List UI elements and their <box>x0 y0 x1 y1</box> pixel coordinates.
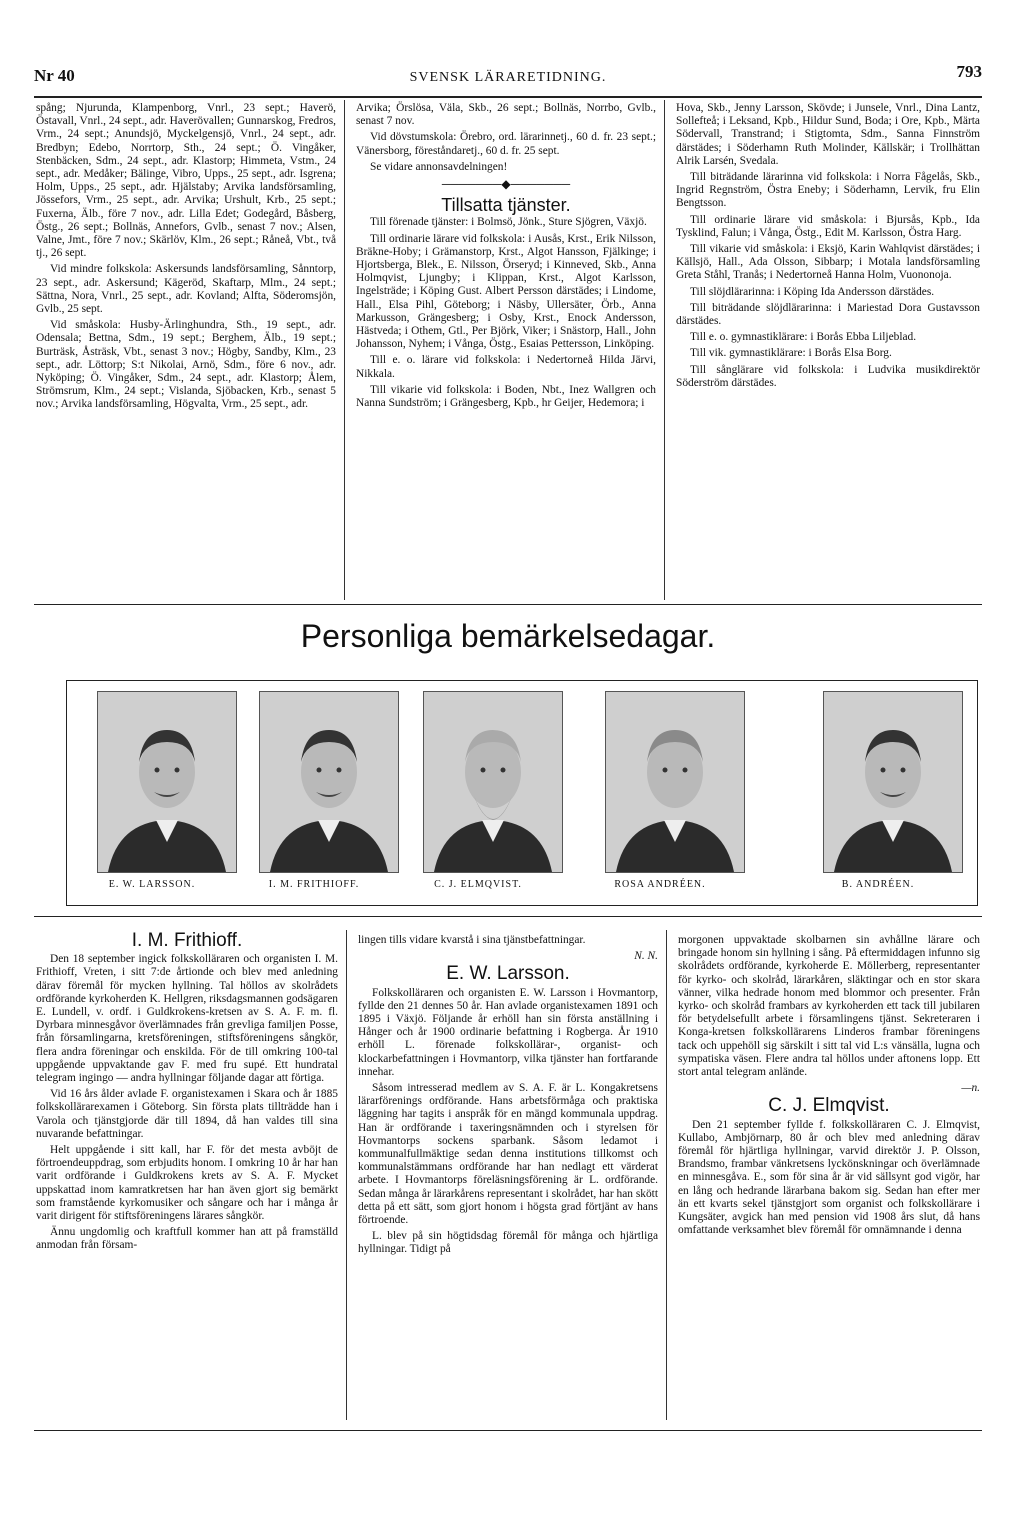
paragraph: Till biträdande slöjdlärarinna: i Mariestad Dora Gustavsson därstädes. <box>676 301 980 328</box>
article-title: E. W. Larsson. <box>446 963 570 985</box>
section-rule <box>34 604 982 605</box>
paragraph: Till e. o. gymnastiklärare: i Borås Ebba Liljeblad. <box>690 331 917 344</box>
paragraph: Såsom intresserad medlem av S. A. F. är L. Kongakretsens lärarförenings ordförande. Hans arbetsförmåga och praktiska läggning har tagits i anspråk för en mängd kommunala uppdrag. Han är ordförande i taxeringsnämnden och i styrelsen för Hovmantorps sockens sparbank. Såsom ledamot i kommunalfullmäktige sedan denna institutions tillkomst och kommunalstämmans ordförande har han nedlagt ett värderat arbete. I Hovmantorps föreläsningsförening är L. ordförande. Sedan många år lärarkårens representant i skolrådet, har han skött detta på ett sätt, som gjort honom i högsta grad förtjänt av hans förtroende. <box>358 1082 658 1227</box>
section-heading: Tillsatta tjänster. <box>441 195 571 216</box>
paragraph: Den 18 september ingick folkskolläraren och organisten I. M. Frithioff, Vreten, i sitt 7:de årtionde och blev med anledning därav föremål för mycken hyllning. Tal höllos av skolrådets ordförande kyrkoherden K. Hellgren, riksdagsmannen godsägaren E. Lundell, v. ordf. i Guldkrokens-kretsen av S. A. F. m. fl. Dyrbara minnesgåvor överlämnades från grevliga familjen Posse, från församlingarna, kretsföreningen, stiftsföreningens sångkör, flera andra föreningar och enskilda. För de till omkring 100-tal uppgående uppvaktande gav F. med fru supé. Ett hundratal telegram ingingo — andra hyllningar följande dagar att förtiga. <box>36 953 338 1085</box>
paragraph: Till ordinarie lärare vid småskola: i Bjursås, Kpb., Ida Tysklind, Falun; i Vånga, Östg., Edit M. Karlsson, Östra Harg. <box>676 213 980 239</box>
paragraph: Ännu ungdomlig och kraftfull kommer han att på framställd anmodan från försam- <box>36 1226 338 1252</box>
article-title: C. J. Elmqvist. <box>768 1095 890 1117</box>
column-divider <box>664 100 665 600</box>
section-rule <box>34 916 982 917</box>
signature: N. N. <box>634 950 658 963</box>
paragraph: Hova, Skb., Jenny Larsson, Skövde; i Junsele, Vnrl., Dina Lantz, Sollefteå; i Leksand, Kpb., Hildur Sund, Boda; i Ore, Kpb., Märta Södervall, Transtrand; i Stigtomta, Sdm., Sanna Finnström därstädes; i Söderhamn Ruth Molinder, Källskär; i Trollhättan Alrik Larsén, Svedala. <box>676 102 980 167</box>
portrait-gallery <box>66 680 978 906</box>
section-title: Personliga bemärkelsedagar. <box>300 618 716 654</box>
portrait-caption: E. W. LARSSON. <box>108 879 196 890</box>
paragraph: Till vik. gymnastiklärare: i Borås Elsa Borg. <box>690 347 892 360</box>
portrait-photo <box>97 691 237 873</box>
column-divider <box>666 930 667 1420</box>
paragraph: Till vikarie vid småskola: i Eksjö, Karin Wahlqvist därstädes; i Källsjö, Hall., Ada Olsson, Sibbarp; i Motala landsförsamling Greta Ståhl, Tranås; i Nedertorneå Hanna Holm, Vuononoja. <box>676 243 980 282</box>
portrait-caption: I. M. FRITHIOFF. <box>268 879 360 890</box>
lower-column-3 <box>678 934 980 1240</box>
paragraph: Vid småskola: Husby-Ärlinghundra, Sth., 19 sept., adr. Odensala; Bettna, Sdm., 19 sept.; Berghem, Älb., 19 sept.; Burträsk, Åsträsk, Vbt., senast 3 nov.; Högby, Sandby, Klm., 23 sept., adr. Löttorp; S:t Nikolai, Arnö, Sdm., före 6 nov., adr. Nyköping; Ö. Vingåker, Sdm., 24 sept., adr. Klastorp; Ålem, Strömsrum, Klm., 24 sept.; Vislanda, Sjöbacken, Krb., senast 5 nov.; Arvika landsförsamling, Högvalta, Vrm., 25 sept., adr. <box>36 319 336 411</box>
paragraph: Till ordinarie lärare vid folkskola: i Ausås, Krst., Erik Nilsson, Bräkne-Hoby; i Grämanstorp, Krst., Algot Hansson, Fjälkinge; i Hjortsberga, Blek., E. Nilsson, Örseryd; i Kinneved, Skb., Anna Holmqvist, Ljungby; i Klippan, Krst., Algot Karlsson, Ingelsträde; i Köping Gust. Albert Persson därstädes; i Lindome, Hall., Elsa Pihl, Göteborg; i Näsby, Ullersäter, Örb., Anna Markusson, Grängesberg; i Osby, Krst., Enock Andersson, Hästveda; i Othem, Gtl., Per Björk, Viker; i Snästorp, Hall., John Johansson, Nyhem; i Vånga, Östg., Esaias Pettersson, Linköping. <box>356 232 656 351</box>
lower-column-1 <box>36 930 338 1256</box>
header-rule <box>34 96 982 98</box>
paragraph: Till slöjdlärarinna: i Köping Ida Andersson därstädes. <box>690 285 935 298</box>
column-divider <box>346 930 347 1420</box>
bottom-rule <box>34 1430 982 1431</box>
paragraph: Arvika; Örslösa, Väla, Skb., 26 sept.; Bollnäs, Norrbo, Gvlb., senast 7 nov. <box>356 102 656 128</box>
top-column-2 <box>356 102 656 413</box>
paragraph: Vid dövstumskola: Örebro, ord. lärarinnetj., 60 d. fr. 23 sept.; Vänersborg, föreståndaretj., 60 d. fr. 25 sept. <box>356 131 656 157</box>
portrait-caption: ROSA ANDRÉEN. <box>614 879 706 890</box>
page-header <box>34 58 982 94</box>
paragraph: Till vikarie vid folkskola: i Boden, Nbt., Inez Wallgren och Nanna Sundström; i Grängesberg, Kpb., hr Geijer, Hedemora; i <box>356 383 656 410</box>
paragraph: Vid 16 års ålder avlade F. organistexamen i Skara och år 1885 folkskollärarexamen i Göteborg. Sin första plats tillträdde han i Varola och tjänstgjorde där till 1894, då han valdes till sina nuvarande befattningar. <box>36 1088 338 1140</box>
paragraph: morgonen uppvaktade skolbarnen sin avhållne lärare och bringade honom sin hyllning i sång. På eftermiddagen infunno sig skolrådets ordförande, kyrkoherde E. Möllerberg, representanter för kyrko- och skolråd, lärarkåren, släktingar och en stor skara vänner, vilka hedrade honom med blommor och presenter. Från kyrko- och skolråd frambars av kyrkoherden ett tack till jubilaren för betydelsefullt arbete i församlingens tjänst. Sekreteraren i Konga-kretsen folkskollärarens Linderos frambar föreningens tack och uppehöll sig särskilt i sitt tal vid L:s vänsälla, lugna och sympatiska väsen. Flere andra tal höllos under aftonens lopp. Ett stort antal telegram anlände. <box>678 934 980 1079</box>
ornament-divider: ───────◆─────── <box>441 177 571 192</box>
top-column-1 <box>36 102 336 415</box>
portrait-photo <box>423 691 563 873</box>
paragraph: L. blev på sin högtidsdag föremål för många och hjärtliga hyllningar. Tidigt på <box>358 1230 658 1256</box>
paragraph: Till förenade tjänster: i Bolmsö, Jönk., Sture Sjögren, Växjö. <box>370 216 647 229</box>
article-title: I. M. Frithioff. <box>131 930 243 951</box>
portrait-photo <box>823 691 963 873</box>
page-number: 793 <box>956 62 982 81</box>
paragraph: Till biträdande lärarinna vid folkskola: i Norra Fågelås, Skb., Ingrid Regnström, Östra Eneby; i Söderhamn, Lervik, fru Elin Bengtsson. <box>676 171 980 210</box>
lower-column-2 <box>358 934 658 1260</box>
paragraph: Helt uppgående i sitt kall, har F. för det mesta avböjt de förtroendeuppdrag, som erbjudits honom. I omkring 10 år har han varit ordförande i Guldkrokens krets av S. A. F. Mycket uppskattad inom kamratkretsen har han även gjort sig bemärkt som framstående kyrkomusiker och sångare och har i många år varit dirigent för stiftsföreningens lärares sångkör. <box>36 1144 338 1223</box>
top-column-3 <box>676 102 980 393</box>
portrait-caption: C. J. ELMQVIST. <box>434 879 522 890</box>
portrait-caption: B. ANDRÉEN. <box>841 879 915 890</box>
paragraph: Se vidare annonsavdelningen! <box>370 160 508 173</box>
paragraph: Folkskolläraren och organisten E. W. Larsson i Hovmantorp, fyllde den 21 dennes 50 år. Han avlade organistexamen 1891 och 1895 i Växjö. Följande år erhöll han sin första anställning i Hånger och år 1900 ordinarie befattning i Rogberga. År 1910 erhöll L. förenade folkskollärar-, organist- och klockarbefattningen i Hovmantorp, vilka tjänster han fortfarande innehar. <box>358 986 658 1078</box>
paragraph: spång; Njurunda, Klampenborg, Vnrl., 23 sept.; Haverö, Östavall, Vnrl., 24 sept., adr. Haverövallen; Gunnarskog, Fredros, Vrm., 24 sept.; Anundsjö, Myckelgensjö, Vnrl., 24 sept., adr. Bredbyn; Edebo, Norrtorp, Sth., 24 sept.; Ö. Vingåker, Stenbäcken, Sdm., 24 sept., adr. Klastorp; Himmeta, Vstm., 24 sept., adr. Medåker; Bälinge, Vibro, Upps., 25 sept., adr. Isgrena; Holm, Upps., 25 sept., adr. Hjälstaby; Arvika landsförsamling, Jössefors, Vrm., 25 sept., adr. Arvika; Urshult, Krb., 25 sept.; Fuxerna, Älb., före 7 nov., adr. Lilla Edet; Godegård, Båsberg, Östg., 26 sept.; Bollnäs, Annefors, Gvlb., senast 7 nov.; Alsen, Valne, Jmt., före 7 nov.; Skärlöv, Klm., 26 sept.; Råneå, Vbt., två tj., 26 sept. <box>36 102 336 260</box>
paragraph: Den 21 september fyllde f. folkskolläraren C. J. Elmqvist, Kullabo, Ambjörnarp, 80 år och blev med anledning därav föremål för hjärtliga hyllningar, varvid direktör J. P. Olsson, Brandsmo, frambar vänkretsens lyckönskningar och överlämnade en minnesgåva. E., som för sina år är vid sällsynt god vigör, har en lång och hedrande lärarbana bakom sig. Sedan han efter mer än ett kvarts sekel tjänstgjort som organist och folkskollärare i Kungsäter, avgick han med pension vid 1908 års slut, då hans omfattande verksamhet blev föremål för omnämnande i denna <box>678 1118 980 1237</box>
portrait-photo <box>605 691 745 873</box>
paragraph: Vid mindre folkskola: Askersunds landsförsamling, Sånntorp, 23 sept., adr. Askersund; Kägeröd, Skaftarp, Mlm., 24 sept.; Sättna, Nora, Vnrl., 25 sept., adr. Kovland; Alfta, Söderomsjön, Gvlb., 25 sept. <box>36 263 336 316</box>
paragraph: Till sånglärare vid folkskola: i Ludvika musikdirektör Söderström därstädes. <box>676 363 980 389</box>
portrait-photo <box>259 691 399 873</box>
signature: —n. <box>961 1082 980 1095</box>
issue-number: Nr 40 <box>34 66 75 85</box>
paragraph: Till e. o. lärare vid folkskola: i Nedertorneå Hilda Järvi, Nikkala. <box>356 354 656 380</box>
paragraph: lingen tills vidare kvarstå i sina tjänstbefattningar. <box>358 934 586 946</box>
journal-title: SVENSK LÄRARETIDNING. <box>409 70 607 85</box>
column-divider <box>344 100 345 600</box>
